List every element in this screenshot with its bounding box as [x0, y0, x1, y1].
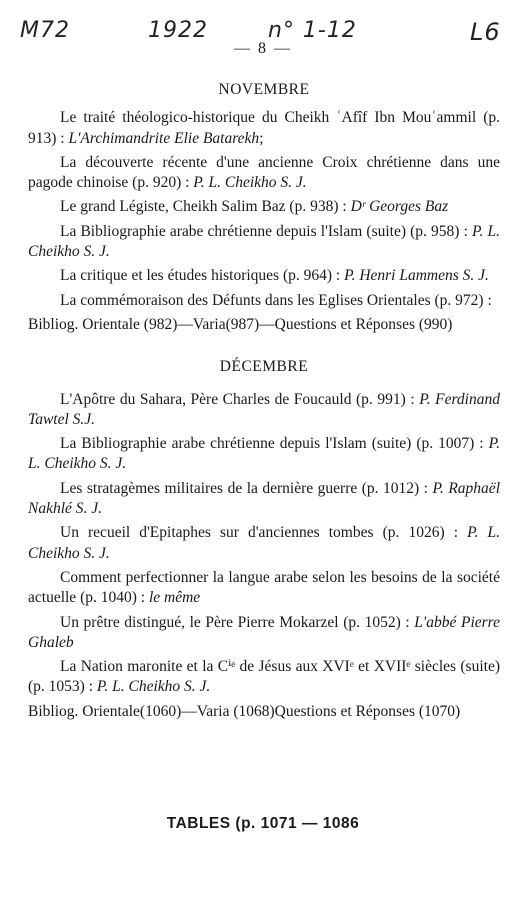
toc-entry: La Bibliographie arabe chrétienne depuis l'Islam (suite) (p. 958) : P. L. Cheikho S. J.: [28, 222, 500, 261]
entry-author: L'abbé Pierre Ghaleb: [28, 613, 500, 651]
toc-entry: Un prêtre distingué, le Père Pierre Mokarzel (p. 1052) : L'abbé Pierre Ghaleb: [28, 613, 500, 651]
entry-author: P. L. Cheikho S. J.: [28, 524, 500, 562]
entry-author: P. Henri Lammens S. J.: [344, 267, 489, 285]
toc-entry: Le traité théologico-historique du Cheikh ʿAfîf Ibn Mouʿammil (p. 913) : L'Archimandrite Elie Batarekh;: [28, 109, 500, 147]
tables-reference: TABLES (p. 1071 — 1086: [166, 815, 360, 832]
toc-entry: La Bibliographie arabe chrétienne depuis l'Islam (suite) (p. 1007) : P. L. Cheikho S. J.: [28, 435, 500, 473]
toc-entry: La commémoraison des Défunts dans les Eglises Orientales (p. 972) :: [60, 291, 492, 309]
entry-author: P. L. Cheikho S. J.: [96, 678, 211, 696]
section-footer: Bibliog. Orientale (982)—Varia(987)—Questions et Réponses (990): [28, 315, 453, 333]
toc-entry: Comment perfectionner la langue arabe selon les besoins de la société actuelle (p. 1040) : le même: [28, 568, 500, 607]
toc-entry: Les stratagèmes militaires de la dernière guerre (p. 1012) : P. Raphaël Nakhlé S. J.: [28, 479, 500, 518]
entry-author: L'Archimandrite Elie Batarekh: [68, 129, 260, 147]
entry-author: P. L. Cheikho S. J.: [28, 222, 500, 261]
toc-entry: L'Apôtre du Sahara, Père Charles de Foucauld (p. 991) : P. Ferdinand Tawtel S.J.: [28, 390, 500, 428]
entry-author: P. Ferdinand Tawtel S.J.: [28, 390, 500, 428]
section-title-decembre: DÉCEMBRE: [219, 358, 309, 376]
section-footer: Bibliog. Orientale(1060)—Varia (1068)Questions et Réponses (1070): [28, 702, 461, 720]
entry-author: P. Raphaël Nakhlé S. J.: [28, 479, 500, 518]
toc-entry: Un recueil d'Epitaphes sur d'anciennes tombes (p. 1026) : P. L. Cheikho S. J.: [28, 524, 500, 562]
entry-author: le même: [148, 589, 201, 607]
page-number: — 8 —: [234, 40, 292, 57]
toc-entry: La critique et les études historiques (p. 964) : P. Henri Lammens S. J.: [60, 267, 489, 285]
handwritten-year: 1922: [148, 18, 208, 43]
toc-entry: Le grand Légiste, Cheikh Salim Baz (p. 938) : Dʳ Georges Baz: [60, 198, 449, 216]
toc-entry: La Nation maronite et la Cⁱᵉ de Jésus aux XVIᵉ et XVIIᵉ siècles (suite) (p. 1053) : P. L. Cheikho S. J.: [28, 658, 500, 696]
entry-author: P. L. Cheikho S. J.: [28, 435, 500, 473]
handwritten-note: M72: [20, 18, 70, 43]
section-title-novembre: NOVEMBRE: [218, 81, 310, 98]
handwritten-issue: n° 1-12: [268, 18, 357, 43]
table-of-contents: [28, 80, 500, 726]
entry-author: Dʳ Georges Baz: [350, 198, 449, 216]
handwritten-mark: L6: [470, 18, 501, 46]
toc-entry: La découverte récente d'une ancienne Croix chrétienne dans une pagode chinoise (p. 920) : P. L. Cheikho S. J.: [28, 153, 500, 192]
entry-author: P. L. Cheikho S. J.: [193, 174, 307, 192]
